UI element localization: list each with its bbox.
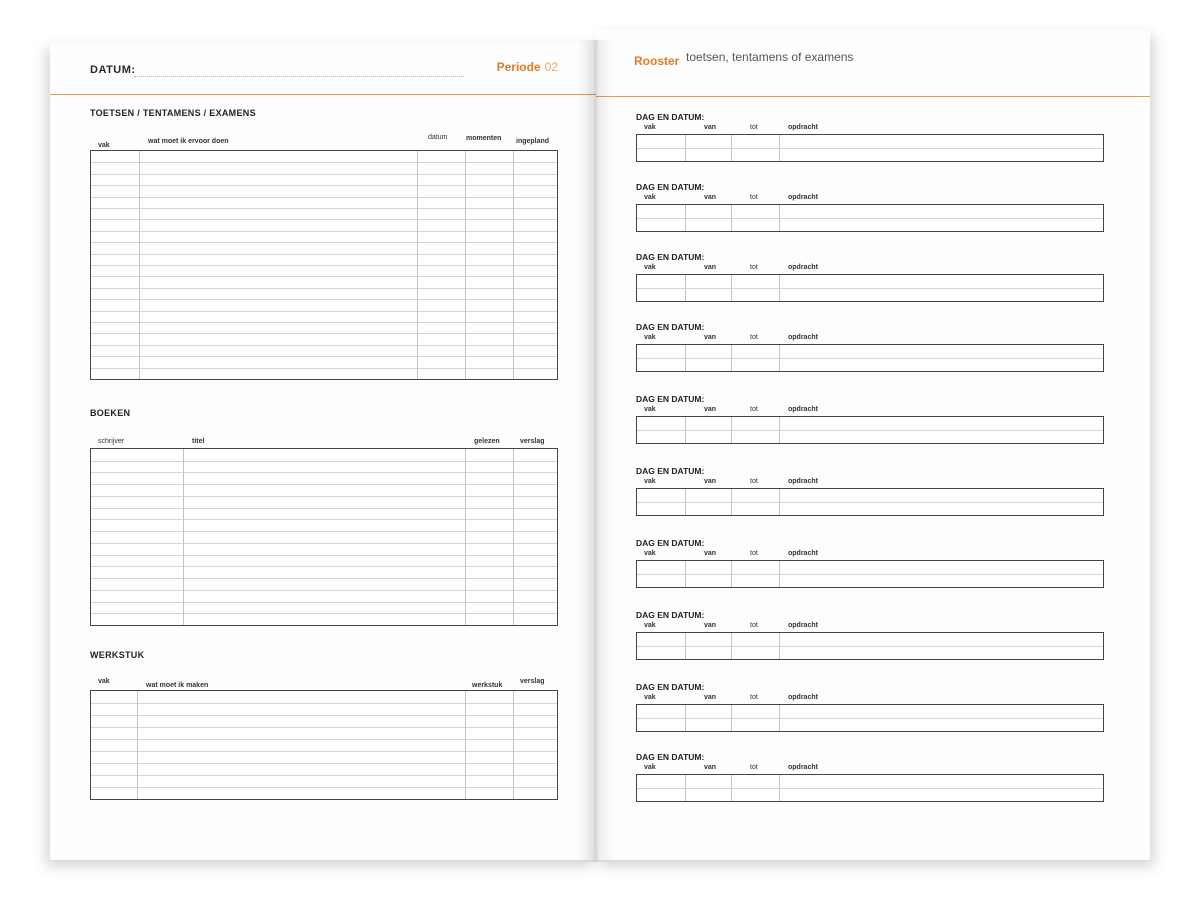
dag-col-tot: tot bbox=[750, 550, 758, 557]
dag-col-opdracht: opdracht bbox=[788, 694, 818, 701]
dag-col-van: van bbox=[704, 334, 717, 341]
day-table[interactable] bbox=[636, 274, 1104, 302]
dag-col-van: van bbox=[704, 622, 717, 629]
table-rule bbox=[91, 484, 557, 485]
day-table[interactable] bbox=[636, 560, 1104, 588]
dag-label: DAG EN DATUM: bbox=[636, 112, 705, 122]
dag-col-van: van bbox=[704, 406, 717, 413]
dag-label: DAG EN DATUM: bbox=[636, 182, 705, 192]
dag-col-vak: vak bbox=[644, 194, 656, 201]
dag-col-opdracht: opdracht bbox=[788, 622, 818, 629]
werkstuk-col-vak: vak bbox=[98, 678, 110, 685]
table-rule bbox=[91, 461, 557, 462]
dag-label: DAG EN DATUM: bbox=[636, 538, 705, 548]
periode-heading bbox=[497, 60, 558, 74]
datum-label: DATUM: bbox=[90, 64, 136, 76]
table-rule bbox=[91, 566, 557, 567]
table-rule bbox=[91, 231, 557, 232]
column-divider bbox=[139, 151, 140, 379]
toetsen-col-ingepland: ingepland bbox=[516, 138, 550, 145]
left-page bbox=[50, 42, 596, 860]
table-rule bbox=[91, 288, 557, 289]
day-table[interactable] bbox=[636, 774, 1104, 802]
dag-col-tot: tot bbox=[750, 124, 758, 131]
dag-col-tot: tot bbox=[750, 478, 758, 485]
toetsen-col-datum: datum bbox=[428, 134, 448, 141]
column-divider bbox=[183, 449, 184, 625]
toetsen-table[interactable] bbox=[90, 150, 558, 380]
table-rule bbox=[91, 299, 557, 300]
table-rule bbox=[91, 162, 557, 163]
day-table[interactable] bbox=[636, 344, 1104, 372]
header-rule bbox=[596, 96, 1150, 97]
dag-col-van: van bbox=[704, 550, 717, 557]
dag-col-vak: vak bbox=[644, 764, 656, 771]
dag-label: DAG EN DATUM: bbox=[636, 466, 705, 476]
table-rule bbox=[91, 311, 557, 312]
table-rule bbox=[91, 739, 557, 740]
table-rule bbox=[91, 208, 557, 209]
rooster-title: Rooster bbox=[634, 54, 680, 68]
table-rule bbox=[91, 174, 557, 175]
day-table[interactable] bbox=[636, 632, 1104, 660]
table-rule bbox=[91, 590, 557, 591]
toetsen-title: TOETSEN / TENTAMENS / EXAMENS bbox=[90, 108, 256, 118]
dag-col-van: van bbox=[704, 764, 717, 771]
dag-label: DAG EN DATUM: bbox=[636, 610, 705, 620]
dag-label: DAG EN DATUM: bbox=[636, 752, 705, 762]
werkstuk-col-verslag: verslag bbox=[520, 678, 545, 685]
dag-col-vak: vak bbox=[644, 550, 656, 557]
dag-col-tot: tot bbox=[750, 622, 758, 629]
dag-col-tot: tot bbox=[750, 694, 758, 701]
dag-col-van: van bbox=[704, 194, 717, 201]
table-rule bbox=[91, 787, 557, 788]
werkstuk-col-werkstuk: werkstuk bbox=[472, 682, 503, 689]
dag-col-opdracht: opdracht bbox=[788, 764, 818, 771]
table-rule bbox=[91, 763, 557, 764]
table-rule bbox=[91, 219, 557, 220]
day-table[interactable] bbox=[636, 488, 1104, 516]
dag-label: DAG EN DATUM: bbox=[636, 252, 705, 262]
rooster-subtitle: toetsen, tentamens of examens bbox=[686, 50, 854, 64]
dag-col-tot: tot bbox=[750, 194, 758, 201]
table-rule bbox=[91, 368, 557, 369]
column-divider bbox=[465, 691, 466, 799]
header-rule bbox=[50, 94, 596, 95]
boeken-title: BOEKEN bbox=[90, 408, 131, 418]
dag-col-opdracht: opdracht bbox=[788, 550, 818, 557]
table-rule bbox=[91, 508, 557, 509]
dag-col-tot: tot bbox=[750, 334, 758, 341]
table-rule bbox=[91, 333, 557, 334]
table-rule bbox=[91, 276, 557, 277]
column-divider bbox=[513, 449, 514, 625]
dag-col-opdracht: opdracht bbox=[788, 406, 818, 413]
day-table[interactable] bbox=[636, 704, 1104, 732]
dag-col-vak: vak bbox=[644, 478, 656, 485]
dag-col-opdracht: opdracht bbox=[788, 334, 818, 341]
day-table[interactable] bbox=[636, 416, 1104, 444]
periode-number: 02 bbox=[544, 60, 558, 74]
dag-col-vak: vak bbox=[644, 264, 656, 271]
dag-col-opdracht: opdracht bbox=[788, 264, 818, 271]
dag-col-van: van bbox=[704, 264, 717, 271]
periode-label: Periode bbox=[496, 60, 541, 74]
table-rule bbox=[91, 602, 557, 603]
table-rule bbox=[91, 715, 557, 716]
boeken-table[interactable] bbox=[90, 448, 558, 626]
dag-label: DAG EN DATUM: bbox=[636, 322, 705, 332]
werkstuk-col-wat: wat moet ik maken bbox=[146, 682, 209, 689]
dag-col-van: van bbox=[704, 694, 717, 701]
werkstuk-table[interactable] bbox=[90, 690, 558, 800]
toetsen-col-vak: vak bbox=[98, 142, 110, 149]
dag-col-opdracht: opdracht bbox=[788, 124, 818, 131]
dag-col-tot: tot bbox=[750, 264, 758, 271]
dag-col-tot: tot bbox=[750, 764, 758, 771]
right-page bbox=[596, 30, 1150, 860]
table-rule bbox=[91, 555, 557, 556]
day-table[interactable] bbox=[636, 204, 1104, 232]
toetsen-col-momenten: momenten bbox=[466, 135, 502, 142]
dag-col-tot: tot bbox=[750, 406, 758, 413]
dag-col-vak: vak bbox=[644, 694, 656, 701]
datum-write-line[interactable] bbox=[134, 76, 464, 77]
table-rule bbox=[91, 703, 557, 704]
werkstuk-title: WERKSTUK bbox=[90, 650, 145, 660]
column-divider bbox=[513, 151, 514, 379]
table-rule bbox=[91, 613, 557, 614]
day-table[interactable] bbox=[636, 134, 1104, 162]
table-rule bbox=[91, 185, 557, 186]
table-rule bbox=[91, 356, 557, 357]
boeken-col-verslag: verslag bbox=[520, 438, 545, 445]
table-rule bbox=[91, 322, 557, 323]
boeken-col-titel: titel bbox=[192, 438, 205, 445]
table-rule bbox=[91, 775, 557, 776]
table-rule bbox=[91, 265, 557, 266]
boeken-col-schrijver: schrijver bbox=[98, 438, 125, 445]
toetsen-col-wat: wat moet ik ervoor doen bbox=[148, 138, 229, 145]
dag-col-vak: vak bbox=[644, 622, 656, 629]
dag-col-vak: vak bbox=[644, 334, 656, 341]
dag-label: DAG EN DATUM: bbox=[636, 394, 705, 404]
dag-col-opdracht: opdracht bbox=[788, 478, 818, 485]
table-rule bbox=[91, 751, 557, 752]
dag-col-van: van bbox=[704, 478, 717, 485]
table-rule bbox=[91, 578, 557, 579]
table-rule bbox=[91, 727, 557, 728]
dag-col-van: van bbox=[704, 124, 717, 131]
dag-label: DAG EN DATUM: bbox=[636, 682, 705, 692]
table-rule bbox=[91, 543, 557, 544]
column-divider bbox=[513, 691, 514, 799]
dag-col-vak: vak bbox=[644, 406, 656, 413]
column-divider bbox=[137, 691, 138, 799]
table-rule bbox=[91, 531, 557, 532]
table-rule bbox=[91, 242, 557, 243]
table-rule bbox=[91, 345, 557, 346]
dag-col-opdracht: opdracht bbox=[788, 194, 818, 201]
column-divider bbox=[417, 151, 418, 379]
dag-col-vak: vak bbox=[644, 124, 656, 131]
table-rule bbox=[91, 472, 557, 473]
column-divider bbox=[465, 449, 466, 625]
table-rule bbox=[91, 496, 557, 497]
table-rule bbox=[91, 254, 557, 255]
boeken-col-gelezen: gelezen bbox=[474, 438, 500, 445]
column-divider bbox=[465, 151, 466, 379]
table-rule bbox=[91, 197, 557, 198]
table-rule bbox=[91, 519, 557, 520]
